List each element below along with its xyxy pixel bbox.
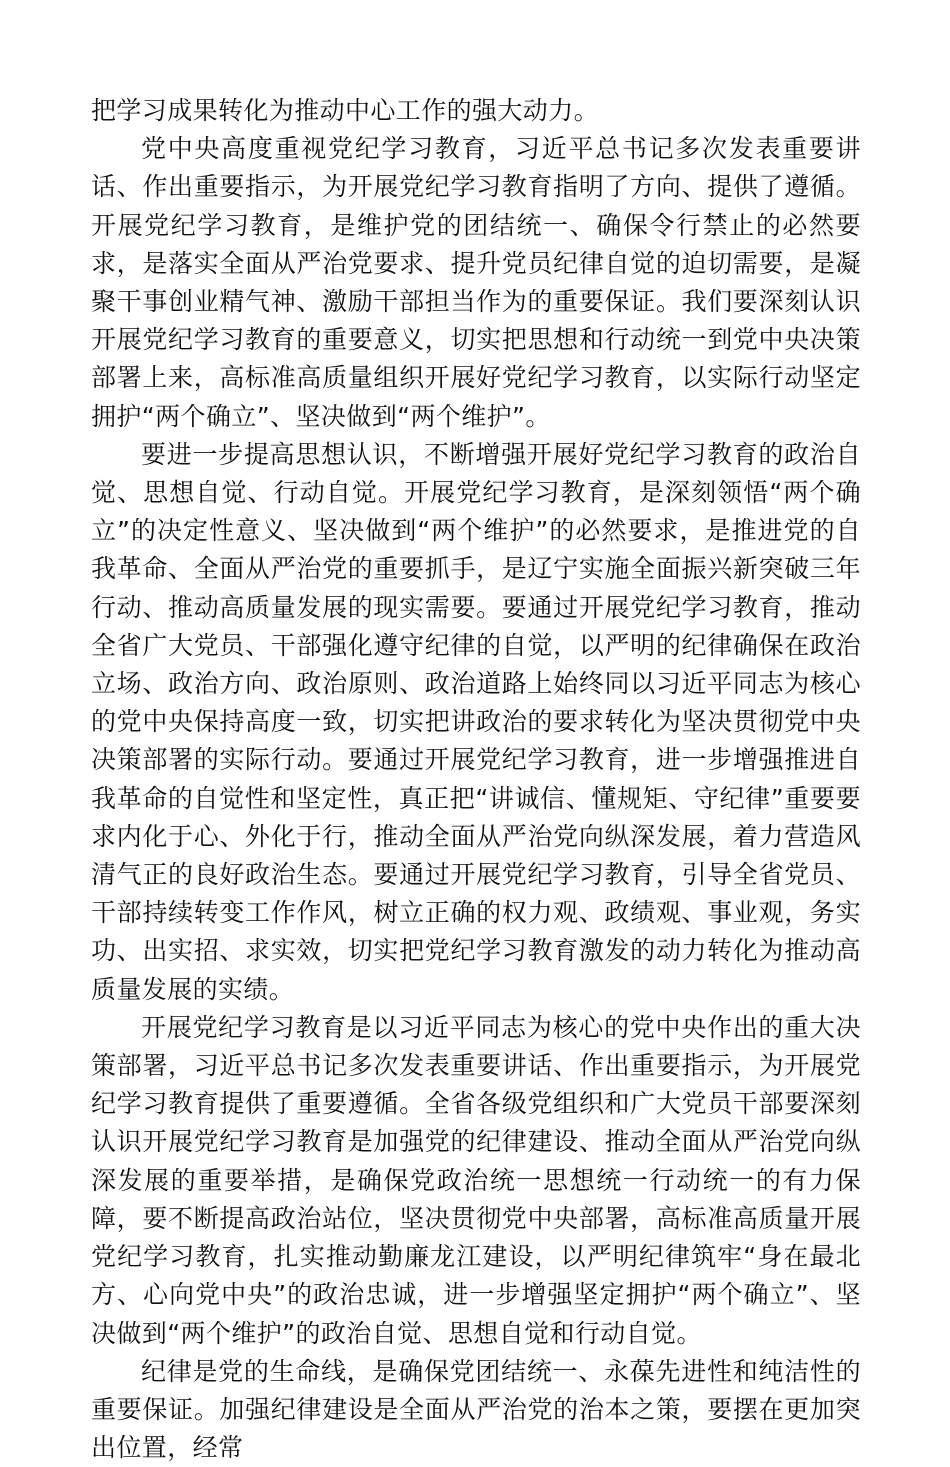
paragraph-3: 要进一步提高思想认识，不断增强开展好党纪学习教育的政治自觉、思想自觉、行动自觉。开展党纪学习教育，是深刻领悟“两个确立”的决定性意义、坚决做到“两个维护”的必然要求，是推进党的自我革命、全面从严治党的重要抓手，是辽宁实施全面振兴新突破三年行动、推动高质量发展的现实需要。要通过开展党纪学习教育，推动全省广大党员、干部强化遵守纪律的自觉，以严明的纪律确保在政治立场、政治方向、政治原则、政治道路上始终同以习近平同志为核心的党中央保持高度一致，切实把讲政治的要求转化为坚决贯彻党中央决策部署的实际行动。要通过开展党纪学习教育，进一步增强推进自我革命的自觉性和坚定性，真正把“讲诚信、懂规矩、守纪律”重要要求内化于心、外化于行，推动全面从严治党向纵深发展，着力营造风清气正的良好政治生态。要通过开展党纪学习教育，引导全省党员、干部持续转变工作作风，树立正确的权力观、政绩观、事业观，务实功、出实招、求实效，切实把党纪学习教育激发的动力转化为推动高质量发展的实绩。 bbox=[91, 439, 861, 1004]
paragraph-2: 党中央高度重视党纪学习教育，习近平总书记多次发表重要讲话、作出重要指示，为开展党纪学习教育指明了方向、提供了遵循。开展党纪学习教育，是维护党的团结统一、确保令行禁止的必然要求，是落实全面从严治党要求、提升党员纪律自觉的迫切需要，是凝聚干事创业精气神、激励干部担当作为的重要保证。我们要深刻认识开展党纪学习教育的重要意义，切实把思想和行动统一到党中央决策部署上来，高标准高质量组织开展好党纪学习教育，以实际行动坚定拥护“两个确立”、坚决做到“两个维护”。 bbox=[91, 134, 861, 431]
paragraph-4: 开展党纪学习教育是以习近平同志为核心的党中央作出的重大决策部署，习近平总书记多次发表重要讲话、作出重要指示，为开展党纪学习教育提供了重要遵循。全省各级党组织和广大党员干部要深刻认识开展党纪学习教育是加强党的纪律建设、推动全面从严治党向纵深发展的重要举措，是确保党政治统一思想统一行动统一的有力保障，要不断提高政治站位，坚决贯彻党中央部署，高标准高质量开展党纪学习教育，扎实推动勤廉龙江建设，以严明纪律筑牢“身在最北方、心向党中央”的政治忠诚，进一步增强坚定拥护“两个确立”、坚决做到“两个维护”的政治自觉、思想自觉和行动自觉。 bbox=[91, 1012, 861, 1348]
document-body bbox=[91, 92, 861, 1467]
paragraph-5: 纪律是党的生命线，是确保党团结统一、永葆先进性和纯洁性的重要保证。加强纪律建设是全面从严治党的治本之策，要摆在更加突出位置，经常 bbox=[91, 1356, 861, 1463]
paragraph-1: 把学习成果转化为推动中心工作的强大动力。 bbox=[91, 96, 600, 125]
